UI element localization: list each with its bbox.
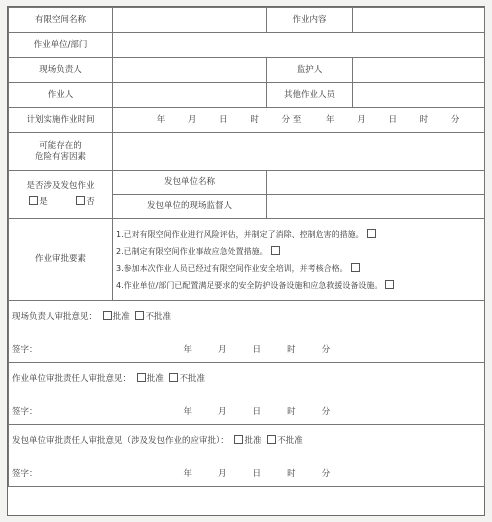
approve-checkbox[interactable] [103,311,112,320]
no-label: 否 [86,197,95,207]
hour-unit: 时 [287,344,296,355]
row-hazards [9,133,485,171]
contract-supervisor-label: 发包单位的现场监督人 [113,195,267,219]
hazards-label-line1: 可能存在的 [39,140,82,151]
other-workers-label: 其他作业人员 [267,83,353,108]
guardian-label: 监护人 [267,58,353,83]
reject-label: 不批准 [277,435,303,446]
approve-label: 批准 [244,435,262,446]
sign-label: 签字： [12,344,38,355]
contract-label [9,171,113,219]
row-worker [9,83,485,108]
requirement-item: 2.已制定有限空间作业事故应急处置措施。 [116,243,481,260]
minute-unit: 分 [281,114,291,125]
month-unit: 月 [218,406,227,417]
requirement-item: 3.参加本次作业人员已经过有限空间作业安全培训，并考核合格。 [116,260,481,277]
sign-label: 签字： [12,468,38,479]
contract-question: 是否涉及发包作业 [26,181,95,191]
minute-unit: 分 [321,344,331,355]
no-checkbox[interactable] [76,196,85,205]
reject-label: 不批准 [145,311,171,322]
space-name-label: 有限空间名称 [9,8,113,33]
sign-line [12,469,481,480]
work-content-value[interactable] [353,8,485,33]
to-text: 至 [292,114,302,125]
month-unit: 月 [218,468,227,479]
year-unit: 年 [156,114,166,125]
month-unit: 月 [187,114,197,125]
requirement-item: 1.已对有限空间作业进行风险评估，并制定了消除、控制危害的措施。 [116,226,481,243]
approval-site-leader [9,301,485,363]
day-unit-2: 日 [388,114,397,125]
requirement-checkbox[interactable] [385,280,394,289]
year-unit: 年 [183,468,193,479]
work-content-label: 作业内容 [267,8,353,33]
hazards-label-line2: 危险有害因素 [34,151,86,162]
sign-label: 签字： [12,406,38,417]
month-unit: 月 [218,344,227,355]
minute-unit: 分 [321,406,331,417]
site-leader-label: 现场负责人 [9,58,113,83]
month-unit-2: 月 [357,114,366,125]
hour-unit: 时 [287,468,296,479]
row-space-name [9,8,485,33]
approve-checkbox[interactable] [234,435,243,444]
hour-unit-2: 时 [419,114,429,125]
year-unit: 年 [183,406,193,417]
approval-title-line [12,432,481,447]
approval-title: 发包单位审批责任人审批意见（涉及发包作业的应审批）： [12,435,229,446]
approval-contract-unit [9,425,485,487]
requirements-label: 作业审批要素 [9,219,113,301]
plan-time-label: 计划实施作业时间 [9,108,113,133]
unit-value[interactable] [113,33,485,58]
approval-work-unit [9,363,485,425]
contract-options [12,196,109,208]
hazards-value[interactable] [113,133,485,171]
approve-label: 批准 [112,311,130,322]
day-unit: 日 [252,344,262,355]
approve-label: 批准 [146,373,164,384]
worker-label: 作业人 [9,83,113,108]
approval-title: 现场负责人审批意见： [12,311,98,322]
permit-form [7,6,485,516]
requirement-item: 4.作业单位/部门已配置满足要求的安全防护设备设施和应急救援设备设施。 [116,277,481,294]
hour-unit: 时 [287,406,296,417]
other-workers-value[interactable] [353,83,485,108]
site-leader-value[interactable] [113,58,267,83]
minute-unit-2: 分 [450,114,460,125]
plan-time-value[interactable] [113,108,485,133]
reject-checkbox[interactable] [169,373,178,382]
reject-label: 不批准 [179,373,205,384]
hour-unit: 时 [250,114,259,125]
year-unit-2: 年 [326,114,335,125]
sign-line [12,407,481,418]
worker-value[interactable] [113,83,267,108]
day-unit: 日 [219,114,228,125]
reject-checkbox[interactable] [135,311,144,320]
row-site-leader [9,58,485,83]
guardian-value[interactable] [353,58,485,83]
requirements-list [113,219,485,301]
approve-checkbox[interactable] [137,373,146,382]
approval-title-line [12,308,481,323]
row-unit [9,33,485,58]
requirement-checkbox[interactable] [351,263,360,272]
sign-line [12,345,481,356]
unit-label: 作业单位/部门 [9,33,113,58]
row-requirements [9,219,485,301]
requirement-checkbox[interactable] [367,229,376,238]
day-unit: 日 [252,468,262,479]
reject-checkbox[interactable] [267,435,276,444]
minute-unit: 分 [321,468,331,479]
row-contract-1 [9,171,485,195]
year-unit: 年 [183,344,193,355]
space-name-value[interactable] [113,8,267,33]
day-unit: 日 [252,406,262,417]
yes-checkbox[interactable] [29,196,38,205]
form-table [8,7,485,487]
approval-title: 作业单位审批责任人审批意见： [12,373,132,384]
requirement-checkbox[interactable] [271,246,280,255]
row-plan-time [9,108,485,133]
contract-unit-label: 发包单位名称 [113,171,267,195]
contract-unit-value[interactable] [267,171,485,195]
yes-label: 是 [39,197,48,207]
hazards-label [9,133,113,171]
contract-supervisor-value[interactable] [267,195,485,219]
approval-title-line [12,370,481,385]
